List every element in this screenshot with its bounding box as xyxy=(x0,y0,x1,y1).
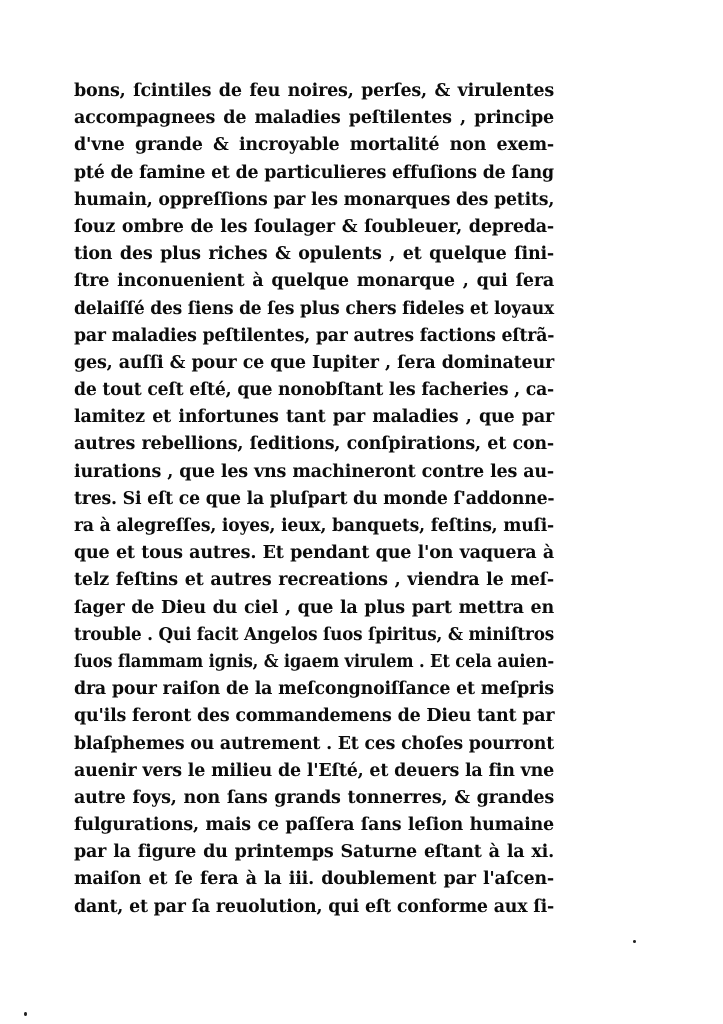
text-line: accompagnees de maladies peſtilentes , principe xyxy=(74,108,554,129)
text-line: bons, ſcintiles de feu noires, perſes, & virulentes xyxy=(74,81,554,101)
text-line: d'vne grande & incroyable mortalité non exem- xyxy=(74,135,554,156)
text-line: lamitez et infortunes tant par maladies , que par xyxy=(74,407,554,428)
text-line: ſtre inconuenient à quelque monarque , qui ſera xyxy=(74,271,554,292)
text-line: ſuos flammam ignis, & igaem virulem . Et cela auien- xyxy=(74,651,554,672)
text-line: ſouz ombre de les ſoulager & ſoubleuer, depreda- xyxy=(74,216,554,237)
text-line: dant, et par ſa reuolution, qui eſt conforme aux ſi- xyxy=(74,896,554,917)
print-speck xyxy=(633,940,636,943)
print-speck xyxy=(24,1012,27,1016)
page-text-block xyxy=(74,78,554,921)
text-line: blaſphemes ou autrement . Et ces choſes pourront xyxy=(74,733,555,754)
text-line: delaiſſé des ſiens de ſes plus chers fideles et loyaux xyxy=(74,298,554,319)
text-line: qu'ils feront des commandemens de Dieu tant par xyxy=(74,706,555,727)
text-line: autres rebellions, ſeditions, conſpirations, et con- xyxy=(74,434,554,455)
text-line: de tout ceſt eſté, que nonobſtant les facheries , ca- xyxy=(74,380,554,401)
text-line: ſager de Dieu du ciel , que la plus part mettra en xyxy=(74,597,554,618)
text-line: autre foys, non ſans grands tonnerres, & grandes xyxy=(74,787,554,808)
text-line: fulgurations, mais ce paſſera ſans leſion humaine xyxy=(74,815,554,836)
text-line: par maladies peſtilentes, par autres factions eſtrã- xyxy=(74,325,555,346)
text-line: telz feſtins et autres recreations , viendra le meſ- xyxy=(74,570,554,591)
text-line: humain, oppreſſions par les monarques des petits, xyxy=(74,189,555,210)
text-line: trouble . Qui facit Angelos ſuos ſpiritus, & miniſtros xyxy=(74,624,554,645)
text-line: ges, auſſi & pour ce que Iupiter , ſera dominateur xyxy=(74,352,554,373)
text-line: iurations , que les vns machineront contre les au- xyxy=(74,461,554,482)
text-line: par la figure du printemps Saturne eſtant à la xi. xyxy=(74,842,554,863)
text-line: dra pour raiſon de la meſcongnoiſſance et meſpris xyxy=(74,679,554,700)
text-line: maiſon et ſe fera à la iii. doublement par l'aſcen- xyxy=(74,869,554,890)
text-line: tres. Si eſt ce que la pluſpart du monde ſ'addonne- xyxy=(74,488,555,509)
text-line: tion des plus riches & opulents , et quelque ſini- xyxy=(74,244,554,265)
text-line: pté de famine et de particulieres effuſions de ſang xyxy=(74,162,554,183)
text-line: que et tous autres. Et pendant que l'on vaquera à xyxy=(74,543,554,564)
text-line: ra à alegreſſes, ioyes, ieux, banquets, feſtins, muſi- xyxy=(74,516,554,536)
text-line: auenir vers le milieu de l'Eſté, et deuers la fin vne xyxy=(74,760,554,781)
